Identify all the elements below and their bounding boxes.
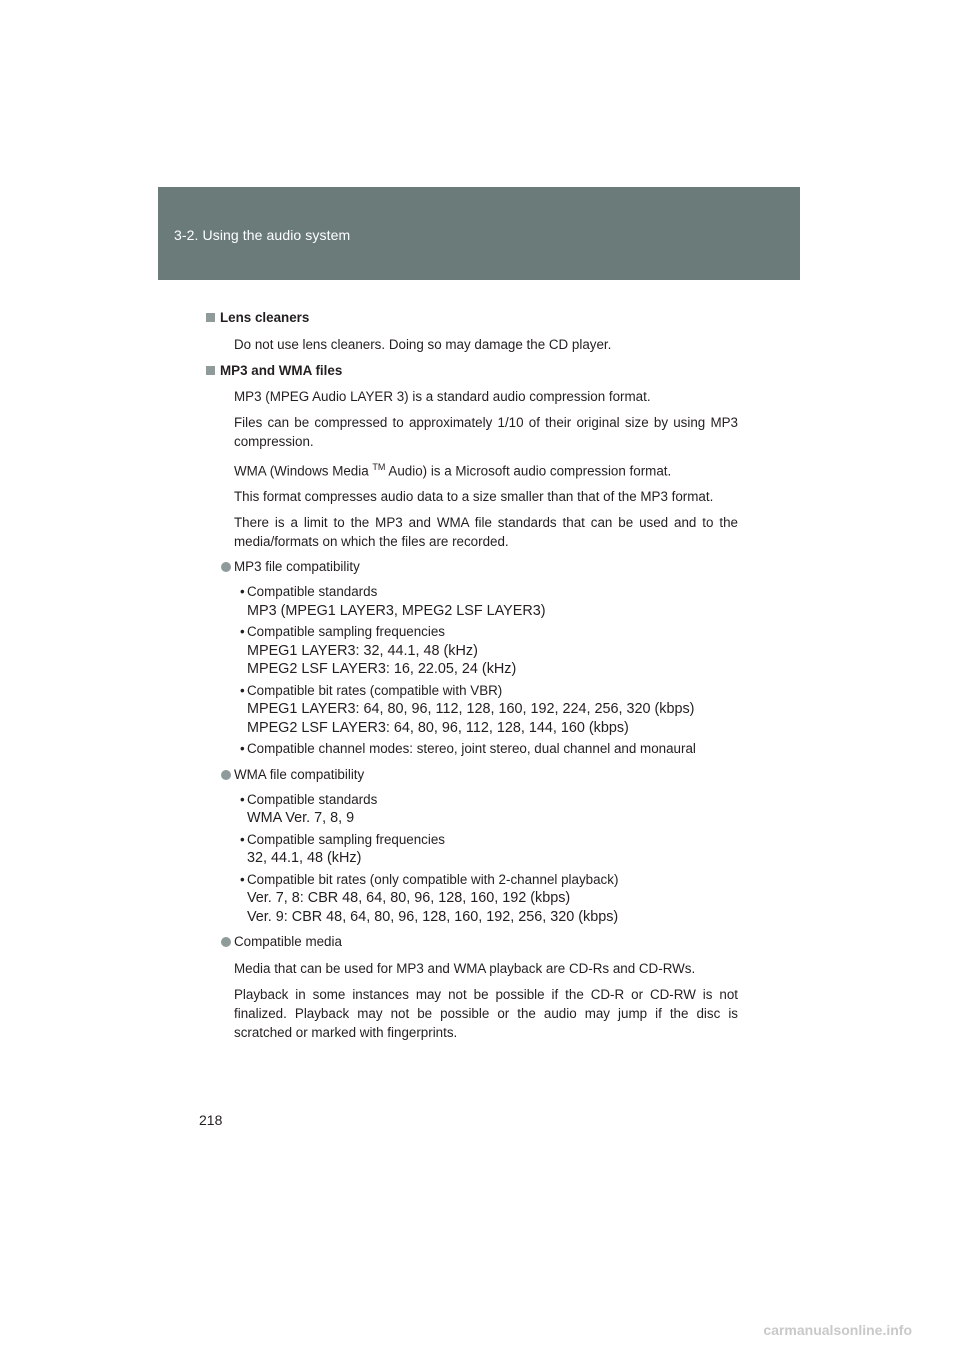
mp3-sampling-frequencies: • Compatible sampling frequencies MPEG1 LAYER3: 32, 44.1, 48 (kHz) MPEG2 LSF LAYER3: 16, 22.05, 24 (kHz) bbox=[240, 624, 517, 678]
mp3-channel-modes: • Compatible channel modes: stereo, joint stereo, dual channel and monaural bbox=[240, 741, 696, 757]
wma-definition: WMA (Windows Media ™ Audio) is a Microsoft audio compression format. bbox=[234, 462, 672, 479]
wma-size-note: This format compresses audio data to a size smaller than that of the MP3 format. bbox=[234, 489, 714, 505]
standards-limit-note: There is a limit to the MP3 and WMA file standards that can be used and to the media/formats on which the files are recorded. bbox=[234, 515, 738, 550]
media-playback-note: Playback in some instances may not be possible if the CD-R or CD-RW is not finalized. Playback may not be possible or the audio may jump if the disc is scratched or marked with fingerprints. bbox=[234, 987, 738, 1041]
square-bullet-icon bbox=[206, 313, 215, 322]
round-bullet-icon bbox=[221, 562, 231, 572]
watermark: carmanualsonline.info bbox=[763, 1322, 912, 1338]
heading-mp3-wma: MP3 and WMA files bbox=[208, 361, 738, 381]
wma-bit-rates: • Compatible bit rates (only compatible with 2-channel playback) Ver. 7, 8: CBR 48, 64, 80, 96, 128, 160, 192 (kbps) Ver. 9: CBR 48, 64, 80, 96, 128, 160, 192, 256, 320 (kbps) bbox=[240, 871, 619, 925]
section-header-band bbox=[158, 187, 800, 280]
section-title: 3-2. Using the audio system bbox=[174, 227, 351, 243]
wma-sampling-frequencies: • Compatible sampling frequencies 32, 44.1, 48 (kHz) bbox=[240, 831, 445, 867]
mp3-bit-rates: • Compatible bit rates (compatible with VBR) MPEG1 LAYER3: 64, 80, 96, 112, 128, 160, 192, 224, 256, 320 (kbps) MPEG2 LSF LAYER3: 64, 80, 96, 112, 128, 144, 160 (kbps) bbox=[240, 682, 695, 736]
round-bullet-icon bbox=[221, 937, 231, 947]
heading-lens-cleaners: Lens cleaners bbox=[208, 308, 738, 328]
heading-compatible-media: Compatible media bbox=[208, 932, 738, 952]
trademark-mark: TM bbox=[372, 462, 386, 472]
square-bullet-icon bbox=[206, 366, 215, 375]
mp3-standards: • Compatible standards MP3 (MPEG1 LAYER3, MPEG2 LSF LAYER3) bbox=[240, 584, 546, 619]
compression-ratio: Files can be compressed to approximately 1/10 of their original size by using MP3 compression. bbox=[234, 415, 738, 449]
mp3-definition: MP3 (MPEG Audio LAYER 3) is a standard audio compression format. bbox=[234, 389, 651, 404]
page-content bbox=[208, 308, 738, 1042]
round-bullet-icon bbox=[221, 770, 231, 780]
heading-mp3-compatibility: MP3 file compatibility bbox=[208, 557, 738, 577]
page-number: 218 bbox=[199, 1112, 223, 1128]
heading-wma-compatibility: WMA file compatibility bbox=[208, 765, 738, 785]
wma-standards: • Compatible standards WMA Ver. 7, 8, 9 bbox=[240, 791, 378, 827]
media-types: Media that can be used for MP3 and WMA playback are CD-Rs and CD-RWs. bbox=[234, 961, 696, 977]
lens-body: Do not use lens cleaners. Doing so may damage the CD player. bbox=[234, 337, 612, 352]
